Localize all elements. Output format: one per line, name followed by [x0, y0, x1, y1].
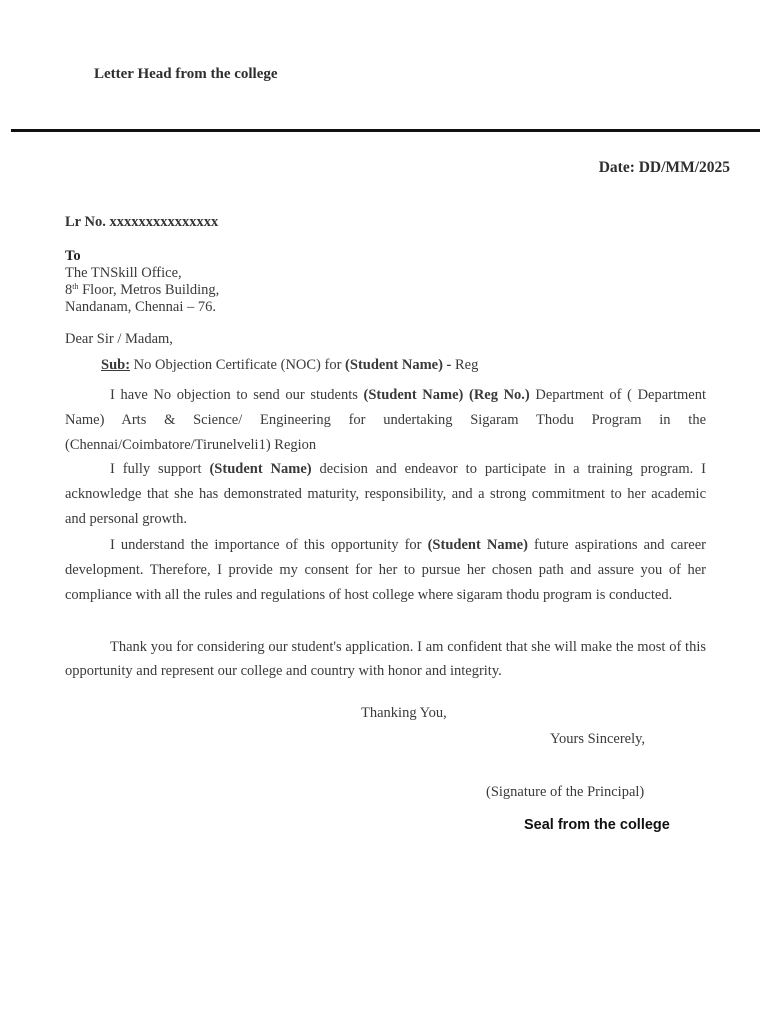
p3-text-2: future aspirations and career development. Therefore, I provide my consent for her to pursue her chosen path and assure you of her compliance with all the rules and regulations of host college where sigaram thodu program is conducted. [65, 537, 706, 603]
letterhead-placeholder: Letter Head from the college [94, 66, 278, 82]
recipient-line-1: The TNSkill Office, [65, 265, 182, 281]
paragraph-consent [65, 533, 706, 608]
letter-reference-number: Lr No. xxxxxxxxxxxxxxx [65, 214, 219, 230]
closing-sincerely: Yours Sincerely, [550, 731, 646, 747]
salutation: Dear Sir / Madam, [65, 331, 173, 347]
principal-signature-placeholder: (Signature of the Principal) [486, 784, 645, 800]
p2-text-2: decision and endeavor to participate in a training program. I acknowledge that she has demonstrated maturity, responsibility, and a strong commitment to her academic and personal growth. [65, 461, 707, 527]
p2-text-1: I fully support [110, 461, 210, 477]
floor-number: 8 [65, 282, 73, 298]
p3-student-name: (Student Name) [427, 537, 528, 553]
recipient-to-label: To [65, 248, 81, 264]
floor-ordinal: th [72, 282, 79, 291]
p3-text-1: I understand the importance of this opportunity for [110, 537, 428, 553]
header-divider [11, 129, 760, 132]
p1-text-1: I have No objection to send our students [110, 387, 364, 403]
subject-tail: Reg [451, 357, 479, 373]
subject-student-name: (Student Name) - [345, 357, 452, 373]
paragraph-thanks [65, 635, 706, 683]
p2-student-name: (Student Name) [209, 461, 312, 477]
subject-label: Sub: [101, 357, 131, 373]
closing-thanking: Thanking You, [361, 705, 447, 721]
letter-date: Date: DD/MM/2025 [598, 159, 730, 176]
floor-rest: Floor, Metros Building, [78, 282, 220, 298]
recipient-address [65, 248, 219, 316]
recipient-line-3: Nandanam, Chennai – 76. [65, 299, 217, 315]
subject-text: No Objection Certificate (NOC) for [130, 357, 346, 373]
college-seal-placeholder: Seal from the college [524, 817, 670, 833]
p4-text-1: Thank you for considering our student's application. I am confident that she will make the most of this opportunity and represent our college and country with honor and integrity. [65, 639, 706, 679]
paragraph-objection [65, 383, 706, 458]
p1-text-2: Department of ( Department Name) Arts & Science/ Engineering for undertaking Sigaram Thodu Program in the (Chennai/Coimbatore/Tirunelveli1) Region [65, 387, 707, 453]
p1-student-name: (Student Name) (Reg No.) [363, 387, 530, 403]
recipient-line-2 [65, 282, 219, 299]
subject-line [101, 357, 478, 374]
paragraph-support [65, 457, 706, 532]
